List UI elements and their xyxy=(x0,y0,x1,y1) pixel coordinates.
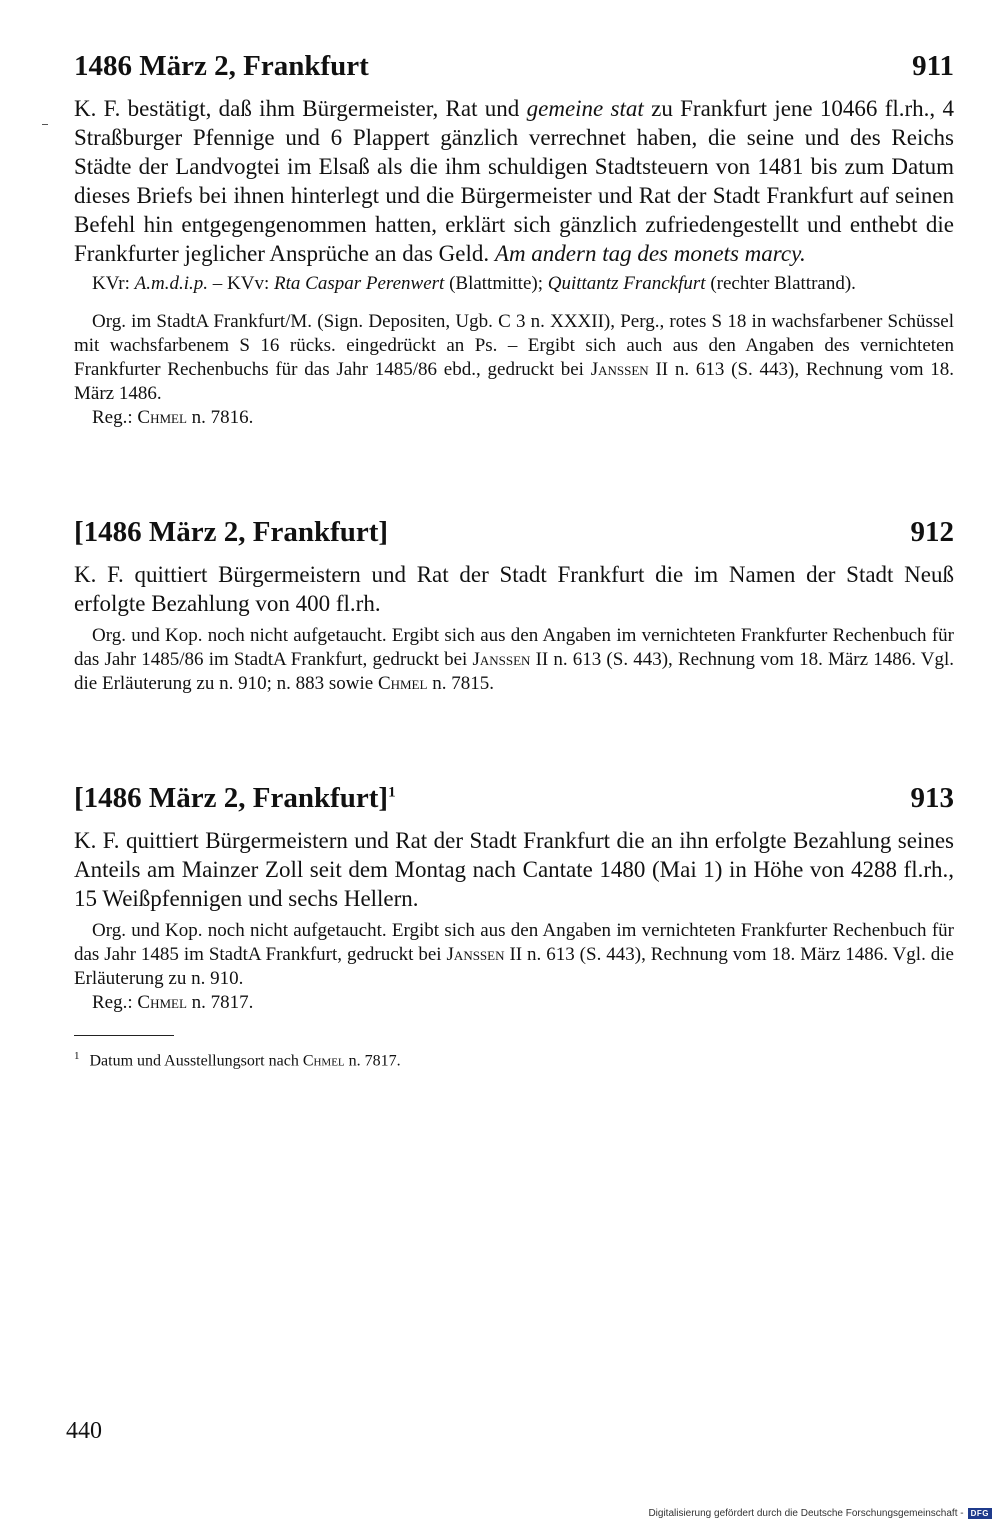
author-name: Chmel xyxy=(137,407,187,428)
section-gap xyxy=(74,696,954,780)
source-text: II n. 613 (S. 443), Rechnung vom 18. März 1486. Vgl. die Erläuterung zu n. 910. xyxy=(74,944,954,989)
margin-mark xyxy=(42,124,48,125)
section-gap xyxy=(74,430,954,514)
endorse-italic: A.m.d.i.p. xyxy=(134,273,209,294)
summary-dating: Am andern tag des monets marcy. xyxy=(494,241,806,266)
endorse-label: – KVv: xyxy=(208,273,275,294)
author-name: Janssen xyxy=(446,944,505,965)
author-name: Chmel xyxy=(137,992,187,1013)
summary-text: zu Frankfurt jene 10466 fl.rh., 4 Straßburger Pfennige und 6 Plappert gänzlich verrechnet haben, die seine und des Reichs Städte der Landvogtei im Elsaß als die ihm schuldigen Stadtsteuern von 1481 bis zum Datum dieses Briefs bei ihnen hinterlegt und die Bürgermeister und Rat der Stadt Frankfurt auf seinen Befehl hin entgegengenommen hatten, erklärt sich gänzlich zufriedengestellt und enthebt die Frankfurter jeglicher Ansprüche an das Geld. xyxy=(74,96,954,266)
author-name: Janssen xyxy=(472,649,531,670)
footnote-mark: 1 xyxy=(74,1050,80,1062)
reg-text: n. 7817. xyxy=(186,992,254,1013)
entry-header xyxy=(74,514,954,550)
entry-heading: 1486 März 2, Frankfurt xyxy=(74,50,369,82)
summary-text: K. F. bestätigt, daß ihm Bürgermeister, Rat und xyxy=(74,96,527,121)
source-text: Org. und Kop. noch nicht aufgetaucht. Ergibt sich aus den Angaben im vernichteten Frankfurter Rechenbuch für das Jahr 1485/86 im StadtA Frankfurt, gedruckt bei xyxy=(74,625,954,670)
entry-header xyxy=(74,780,954,816)
document-page xyxy=(74,48,954,1071)
endorse-italic: Quittantz Franckfurt xyxy=(547,273,706,294)
reg-label: Reg.: xyxy=(92,992,138,1013)
endorse-text: (Blattmitte); xyxy=(444,273,548,294)
page-number: 440 xyxy=(66,1418,102,1444)
entry-number: 911 xyxy=(912,50,954,82)
entry-heading-wrap xyxy=(74,780,396,816)
author-name: Janssen xyxy=(590,359,649,380)
endorsement xyxy=(74,272,954,296)
source-note xyxy=(74,624,954,696)
source-note xyxy=(74,310,954,406)
footnote-divider xyxy=(74,1035,174,1036)
entry-summary xyxy=(74,94,954,268)
reg-label: Reg.: xyxy=(92,407,138,428)
entry-summary: K. F. quittiert Bürgermeistern und Rat der Stadt Frankfurt die an ihn erfolgte Bezahlung seines Anteils am Mainzer Zoll seit dem Montag nach Cantate 1480 (Mai 1) in Höhe von 4288 fl.rh., 15 Weißpfennigen und sechs Hellern. xyxy=(74,828,954,911)
entry-number: 913 xyxy=(910,782,954,814)
entry-heading: [1486 März 2, Frankfurt] xyxy=(74,516,389,548)
reg-text: n. 7816. xyxy=(186,407,254,428)
footnote-text: n. 7817. xyxy=(344,1052,401,1070)
source-note xyxy=(74,919,954,991)
entry-912 xyxy=(74,514,954,696)
source-text: II n. 613 (S. 443), Rechnung vom 18. März 1486. xyxy=(74,359,954,404)
dfg-logo-icon: DFG xyxy=(968,1508,992,1519)
endorse-label: KVr: xyxy=(92,273,135,294)
regest-note xyxy=(74,991,954,1015)
author-name: Chmel xyxy=(302,1052,345,1070)
entry-913 xyxy=(74,780,954,1015)
footnote-ref: 1 xyxy=(388,784,396,801)
dfg-credit xyxy=(648,1508,992,1519)
summary-italic: gemeine stat xyxy=(526,96,644,121)
entry-heading: [1486 März 2, Frankfurt] xyxy=(74,782,389,814)
footnote xyxy=(74,1046,954,1071)
author-name: Chmel xyxy=(377,673,428,694)
endorse-text: (rechter Blattrand). xyxy=(705,273,856,294)
entry-number: 912 xyxy=(910,516,954,548)
source-text: II n. 613 (S. 443), Rechnung vom 18. März 1486. Vgl. die Erläuterung zu n. 910; n. 883 sowie xyxy=(74,649,955,694)
credit-text: Digitalisierung gefördert durch die Deutsche Forschungsgemeinschaft - xyxy=(648,1508,964,1519)
endorse-italic: Rta Caspar Perenwert xyxy=(274,273,445,294)
regest-note xyxy=(74,406,954,430)
source-text: Org. und Kop. noch nicht aufgetaucht. Ergibt sich aus den Angaben im vernichteten Frankfurter Rechenbuch für das Jahr 1485 im StadtA Frankfurt, gedruckt bei xyxy=(74,920,954,965)
footnote-text: Datum und Ausstellungsort nach xyxy=(89,1052,303,1070)
entry-summary: K. F. quittiert Bürgermeistern und Rat der Stadt Frankfurt die im Namen der Stadt Neuß erfolgte Bezahlung von 400 fl.rh. xyxy=(74,562,954,616)
source-text: Org. im StadtA Frankfurt/M. (Sign. Depositen, Ugb. C 3 n. XXXII), Perg., rotes S 18 in wachsfarbener Schüssel mit wachsfarbenem S 16 rücks. eingedrückt an Ps. – Ergibt sich auch aus den Angaben des vernichteten Frankfurter Rechenbuchs für das Jahr 1485/86 ebd., gedruckt bei xyxy=(74,311,954,380)
source-text: n. 7815. xyxy=(427,673,494,694)
entry-header xyxy=(74,48,954,84)
entry-911 xyxy=(74,48,954,430)
